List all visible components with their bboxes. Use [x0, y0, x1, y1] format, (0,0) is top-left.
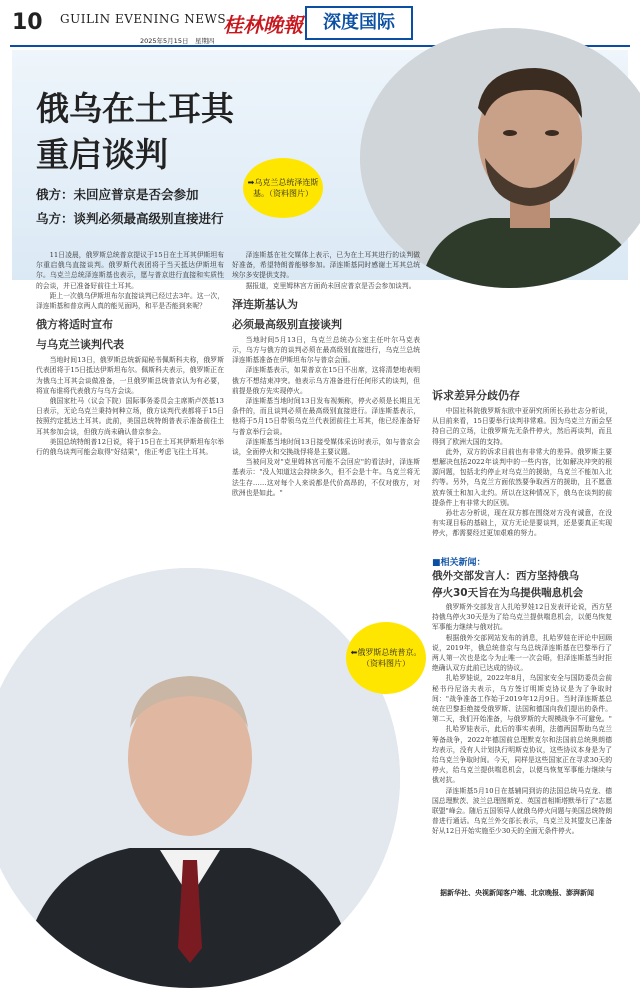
zelensky-caption-text: ➡乌克兰总统泽连斯基。（资料图片）: [247, 178, 319, 198]
paragraph: 扎哈罗娃表示，此后的事实表明，法德两国帮助乌克兰筹备战争，2022年德国前总理默克尔和法国前总统奥朗德均表示，没有人计划执行明斯克协议，这些协议本身是为了给乌克兰争取时间。今天，同样是这些国家正在寻求30天的停火，给乌克兰提供喘息机会，以便乌恢复军事能力继续与俄对抗。: [432, 725, 612, 785]
headline-line-1: 俄乌在土耳其: [36, 89, 234, 128]
section-heading: 泽连斯基认为: [232, 297, 298, 311]
paragraph: 孙壮志分析说，现在双方都在围绕对方没有诚意，在没有实现目标的基础上，双方无论是要谈判，还是要真正实现停火，都需要经过更加艰难的努力。: [432, 509, 612, 538]
putin-caption-text: ⬅俄罗斯总统普京。（资料图片）: [350, 648, 422, 668]
section-heading: 必须最高级别直接谈判: [232, 317, 342, 331]
zelensky-caption: [243, 158, 323, 218]
paragraph: 泽连斯基在社交媒体上表示，已为在土耳其进行的谈判做好准备，希望特朗普能够参加。泽连斯基同时感谢土耳其总统埃尔多安提供支持。: [232, 251, 420, 280]
section-heading: 俄方将适时宣布: [36, 318, 113, 332]
paragraph: 据报道，克里姆林宫方面尚未回应普京是否会参加谈判。: [245, 281, 416, 290]
subheadline-ukraine: 乌方：谈判必须最高级别直接进行: [36, 211, 224, 226]
paragraph: 美国总统特朗普12日说，将于15日在土耳其伊斯坦布尔举行的俄乌谈判可能会取得"好结果"，他正考虑飞往土耳其。: [36, 437, 224, 457]
paragraph: 根据俄外交部网站发布的消息，扎哈罗娃在评论中回顾说，2019年，俄总统普京与乌总统泽连斯基在巴黎举行了两人第一次也是迄今为止唯一一次会晤，但泽连斯基当时拒绝确认双方此前已达成的协议。: [432, 633, 612, 673]
putin-photo: [0, 568, 400, 988]
zelensky-portrait-illustration: [360, 28, 640, 288]
section-heading: 诉求差异分歧仍存: [432, 389, 520, 402]
related-news: [432, 568, 612, 837]
section-heading: 与乌克兰谈判代表: [36, 338, 124, 352]
paragraph: 此外，双方的诉求目前也有非常大的差异。俄罗斯主要想解决包括2022年谈判中的一些内容，比如解决冲突的根源问题，包括北约停止对乌克兰的援助，乌克兰不能加入北约等。另外，乌克兰方面依然要争取西方的援助，且不愿意放弃领土和加入北约。所以在这种情况下，俄乌在谈判的前提条件上有非常大的区别。: [432, 447, 612, 507]
paragraph: 扎哈罗娃说，2022年8月，乌国家安全与国防委员会前秘书丹尼洛夫表示，乌方签订明斯克协议是为了争取时间："战争准备工作始于2019年12月9日。当时泽连斯基总统在巴黎拒绝接受俄罗斯、法国和德国向我们提出的条件。第二天，我们开始准备，与俄罗斯的大规模战争不可避免。": [432, 674, 612, 724]
headline-line-2: 重启谈判: [36, 135, 168, 174]
zelensky-photo: [360, 28, 640, 288]
paragraph: 俄罗斯外交部发言人扎哈罗娃12日发表评论说，西方坚持俄乌停火30天是为了给乌克兰提供喘息机会，以便乌恢复军事能力继续与俄对抗。: [432, 603, 612, 632]
paragraph: 俄国家杜马（议会下院）国际事务委员会主席斯卢茨基13日表示，无论乌克兰秉持何种立场，俄方谈判代表都将于15日按照约定抵达土耳其。此前，美国总统特朗普表示准备前往土耳其参加会谈，但俄方尚未确认普京参会。: [36, 397, 224, 436]
column-2: [232, 250, 420, 498]
page-number: 10: [12, 10, 43, 35]
related-headline: 停火30天旨在为乌提供喘息机会: [432, 587, 584, 599]
column-3: [432, 386, 612, 539]
paragraph: 当被问及对"克里姆林宫可能不会回应"的看法时，泽连斯基表示："没人知道这会持续多久，但不会是十年。乌克兰将无法生存……这对每个人来说都是代价高昂的，不仅对俄方，对欧洲也是如此。": [232, 458, 420, 497]
section-title: 深度国际: [305, 6, 413, 40]
paragraph: 11日凌晨，俄罗斯总统普京提议于15日在土耳其伊斯坦布尔重启俄乌直接谈判。俄罗斯代表团将于当天抵达伊斯坦布尔。乌克兰总统泽连斯基也表示，愿与普京进行直接和实质性的会谈，并已准备好前往土耳其。: [36, 251, 224, 290]
source-credits: 据新华社、央视新闻客户端、北京晚报、澎湃新闻: [440, 889, 594, 897]
paragraph: 泽连斯基当地时间13日接受媒体采访时表示，如与普京会谈，全面停火和交换战俘将是主要议题。: [232, 437, 420, 457]
paragraph: 当地时间5月13日，乌克兰总统办公室主任叶尔马克表示，乌方与俄方的谈判必须在最高级别直接进行，乌克兰总统泽连斯基准备在伊斯坦布尔与普京会面。: [232, 335, 420, 365]
column-1: [36, 250, 224, 457]
paragraph: 中国社科院俄罗斯东欧中亚研究所所长孙壮志分析说，从目前来看，15日要举行谈判非常难。因为乌克兰方面会坚持自己的立场，让俄罗斯先无条件停火，然后再谈判，而且得到了欧洲大国的支持。: [432, 407, 612, 446]
related-news-tag: ■相关新闻：: [432, 558, 486, 568]
issue-date: 2025年5月15日 星期四: [140, 37, 215, 45]
related-headline: 俄外交部发言人：西方坚持俄乌: [432, 570, 579, 582]
paragraph: 当地时间13日，俄罗斯总统新闻秘书佩斯科夫称，俄罗斯代表团将于15日抵达伊斯坦布尔。佩斯科夫表示，俄罗斯正在为俄乌土耳其会谈做准备，一旦俄罗斯总统普京认为有必要，将宣布谁将代表俄方与乌方会谈。: [36, 356, 224, 395]
paragraph: 泽连斯基5月10日在基辅同到访的法国总统马克龙、德国总理默茨、波兰总理图斯克、英国首相斯塔默举行了"志愿联盟"峰会。随后五国领导人就俄乌停火问题与美国总统特朗普进行通话。乌克兰外交部长表示，乌克兰及其盟友已准备好从12日开始实施至少30天的全面无条件停火。: [432, 786, 612, 836]
paragraph: 泽连斯基表示，如果普京在15日不出席，这将清楚地表明俄方不想结束冲突。他表示乌方准备进行任何形式的谈判，但前提是俄方先实现停火。: [232, 366, 420, 395]
paragraph: 泽连斯基当地时间13日发布视频称，停火必须是长期且无条件的，而且谈判必须在最高级别直接进行。泽连斯基表示，他将于5月15日带领乌克兰代表团前往土耳其，他已经准备好与普京举行会谈。: [232, 397, 420, 436]
paper-name-en: GUILIN EVENING NEWS: [60, 12, 227, 26]
paper-logo: 桂林晚報: [223, 13, 303, 37]
putin-caption: [346, 622, 426, 694]
paragraph: 距上一次俄乌伊斯坦布尔直接谈判已经过去3年。这一次，泽连斯基和普京两人真的能见面吗，和平是否能到来呢？: [36, 291, 224, 311]
putin-portrait-illustration: [0, 568, 400, 988]
subheadline-russia: 俄方：未回应普京是否会参加: [36, 187, 199, 202]
